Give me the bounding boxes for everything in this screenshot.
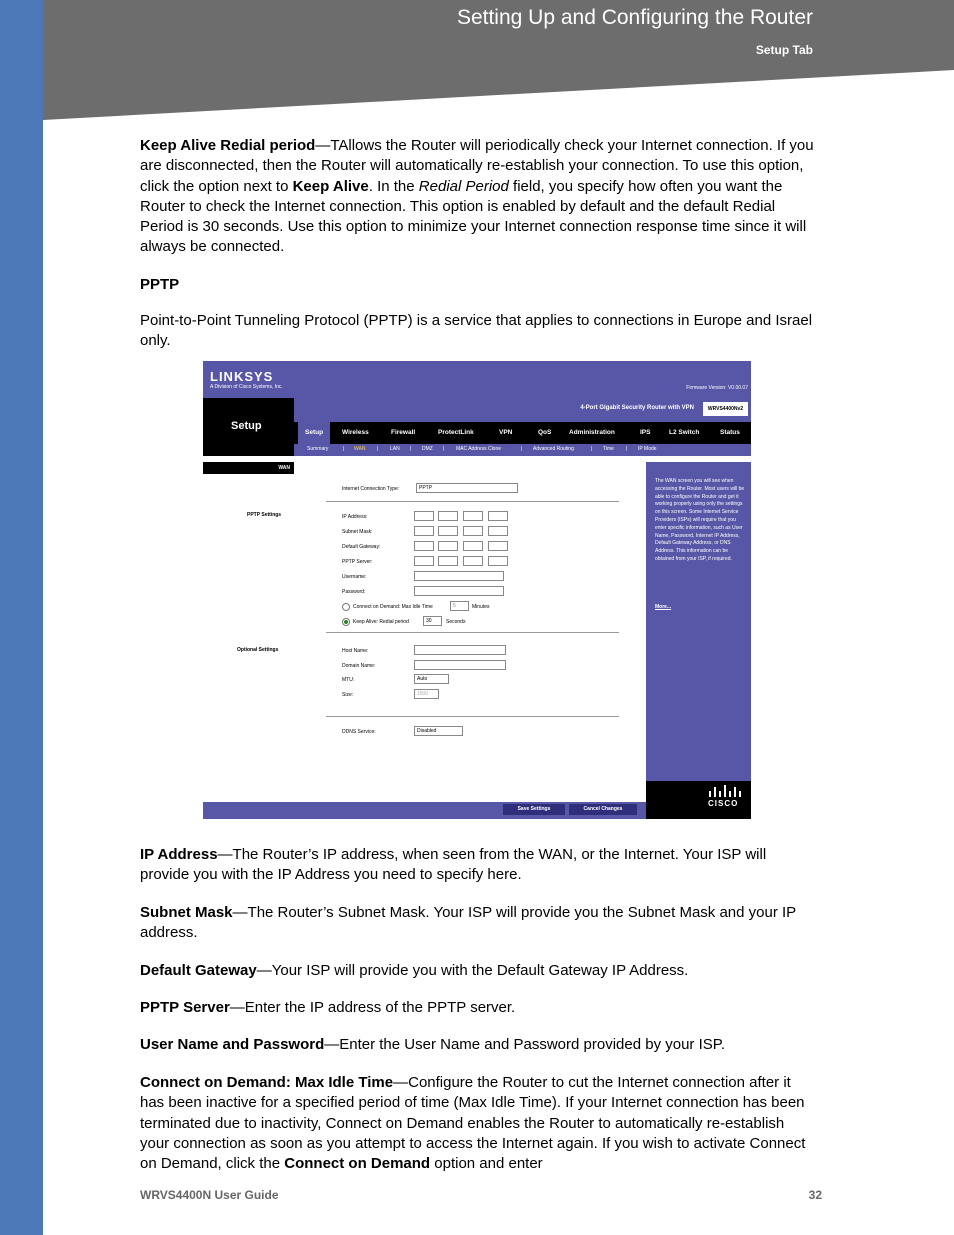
tab-vpn[interactable]: VPN (499, 429, 513, 436)
size-label: Size: (342, 692, 354, 698)
tab-firewall[interactable]: Firewall (391, 429, 416, 436)
cisco-logo-bars-icon (708, 785, 748, 797)
left-color-bar (0, 0, 43, 1235)
redial-period-input[interactable]: 30 (423, 616, 442, 626)
pptp-server-label: PPTP Server: (342, 559, 373, 565)
optional-settings-label: Optional Settings (237, 647, 279, 653)
help-more-link[interactable]: More... (655, 604, 672, 610)
ddns-label: DDNS Service: (342, 729, 376, 735)
ip-octet-4[interactable] (488, 511, 508, 521)
conn-type-select[interactable]: PPTP (416, 483, 518, 493)
subnav-separator: | (591, 446, 593, 452)
form-divider (326, 501, 619, 502)
linksys-topbar (203, 361, 751, 398)
ip-address-text: —The Router’s IP address, when seen from the WAN, or the Internet. Your ISP will provide you with the IP Address you need to specify here. (140, 846, 767, 884)
keep-alive-text-3: field, you specify how often you want the Router to check the Internet connection. This option is enabled by default and the default Redial Period is 30 seconds. Use this option to minimize your Internet connection response time since it will always be connected. (140, 177, 807, 256)
pptp-settings-label: PPTP Settings (247, 512, 282, 518)
server-octet-2[interactable] (438, 556, 458, 566)
cod-text-2: option and enter (430, 1155, 543, 1173)
tab-administration[interactable]: Administration (569, 429, 615, 436)
subtab-mac-clone[interactable]: MAC Address Clone (456, 446, 502, 452)
idle-time-input[interactable]: 5 (450, 601, 469, 611)
default-gateway-paragraph (140, 961, 816, 981)
host-name-input[interactable] (414, 645, 506, 655)
tab-protectlink[interactable]: ProtectLink (438, 429, 474, 436)
mtu-label: MTU: (342, 677, 355, 683)
save-settings-button[interactable]: Save Settings (503, 804, 565, 815)
pptp-server-paragraph (140, 998, 816, 1018)
wan-label: WAN (278, 465, 290, 471)
mask-octet-4[interactable] (488, 526, 508, 536)
redial-period-italic: Redial Period (418, 177, 509, 195)
domain-name-label: Domain Name: (342, 663, 376, 669)
product-name: 4-Port Gigabit Security Router with VPN (580, 405, 694, 411)
ip-octet-3[interactable] (463, 511, 483, 521)
tab-status[interactable]: Status (720, 429, 740, 436)
cod-term: Connect on Demand: Max Idle Time (140, 1074, 394, 1091)
ip-octet-2[interactable] (438, 511, 458, 521)
keep-alive-text-2: . In the (368, 177, 419, 195)
minutes-label: Minutes (472, 604, 490, 610)
linksys-logo-sub: A Division of Cisco Systems, Inc. (210, 384, 283, 390)
subnav-separator: | (521, 446, 523, 452)
subnav-separator: | (410, 446, 412, 452)
password-input[interactable] (414, 586, 504, 596)
subnav-separator: | (343, 446, 345, 452)
gw-octet-3[interactable] (463, 541, 483, 551)
username-label: Username: (342, 574, 367, 580)
subtab-time[interactable]: Time (603, 446, 614, 452)
subnav-separator: | (377, 446, 379, 452)
default-gateway-term: Default Gateway (140, 962, 257, 979)
pptp-server-text: —Enter the IP address of the PPTP server. (229, 999, 516, 1016)
subnet-mask-label: Subnet Mask: (342, 529, 373, 535)
page-header-subtitle: Setup Tab (755, 43, 813, 57)
subnav-separator: | (443, 446, 445, 452)
gw-octet-4[interactable] (488, 541, 508, 551)
footer-guide-title: WRVS4400N User Guide (140, 1188, 279, 1202)
model-badge: WRVS4400Nv2 (703, 402, 748, 416)
keep-alive-text: —TAllows the Router will periodically check your Internet connection. If you are disconnected, then the Router will automatically re-establish your connection. To use this option, click the option next to (140, 137, 814, 195)
ip-address-label: IP Address: (342, 514, 368, 520)
pptp-server-term: PPTP Server (140, 999, 230, 1016)
keep-alive-bold: Keep Alive (292, 177, 369, 195)
form-divider (326, 632, 619, 633)
subnet-mask-term: Subnet Mask (140, 904, 233, 921)
conn-type-label: Internet Connection Type: (342, 486, 400, 492)
tab-wireless[interactable]: Wireless (342, 429, 369, 436)
subtab-summary[interactable]: Summary (307, 446, 329, 452)
firmware-version: Firmware Version: V0.00.07 (686, 385, 748, 391)
ip-address-term: IP Address (140, 846, 218, 863)
mtu-select[interactable]: Auto (414, 674, 449, 684)
user-pass-term: User Name and Password (140, 1036, 325, 1053)
pptp-heading: PPTP (140, 276, 180, 293)
user-pass-text: —Enter the User Name and Password provided by your ISP. (324, 1036, 726, 1053)
cod-text: —Configure the Router to cut the Internet connection after it has been inactive for a specified period of time (Max Idle Time). If your Internet connection has been terminated due to inactivity, Connect on Demand enables the Router to automatically re-establish your connection as soon as you attempt to access the Internet again. If you wish to activate Connect on Demand, click the (140, 1074, 806, 1173)
ddns-select[interactable]: Disabled (414, 726, 463, 736)
keep-alive-label: Keep Alive: Redial period (353, 619, 409, 625)
server-octet-4[interactable] (488, 556, 508, 566)
subnav-separator: | (626, 446, 628, 452)
subnet-mask-paragraph (140, 903, 816, 944)
cod-radio[interactable] (342, 603, 350, 611)
mask-octet-1[interactable] (414, 526, 434, 536)
tab-setup[interactable]: Setup (305, 429, 324, 436)
cod-bold: Connect on Demand (284, 1155, 431, 1173)
mask-octet-2[interactable] (438, 526, 458, 536)
connect-on-demand-paragraph (140, 1073, 816, 1174)
linksys-logo: LINKSYS (210, 369, 274, 384)
server-octet-1[interactable] (414, 556, 434, 566)
router-wan-screenshot (203, 361, 751, 819)
cod-label: Connect on Demand: Max Idle Time (353, 604, 433, 610)
footer-page-number: 32 (808, 1188, 822, 1202)
cisco-wordmark: CISCO (708, 799, 739, 808)
gw-octet-1[interactable] (414, 541, 434, 551)
password-label: Password: (342, 589, 366, 595)
subtab-wan[interactable]: WAN (354, 446, 366, 452)
subtab-ip-mode[interactable]: IP Mode (638, 446, 657, 452)
host-name-label: Host Name: (342, 648, 369, 654)
tab-ips[interactable]: IPS (640, 429, 651, 436)
tab-qos[interactable]: QoS (538, 429, 552, 436)
server-octet-3[interactable] (463, 556, 483, 566)
domain-name-input[interactable] (414, 660, 506, 670)
tab-l2-switch[interactable]: L2 Switch (669, 429, 700, 436)
keep-alive-paragraph (140, 136, 816, 258)
keep-alive-radio[interactable] (342, 618, 350, 626)
default-gateway-label: Default Gateway: (342, 544, 381, 550)
gw-octet-2[interactable] (438, 541, 458, 551)
subnet-mask-text: —The Router’s Subnet Mask. Your ISP will provide you the Subnet Mask and your IP address. (140, 904, 796, 942)
username-input[interactable] (414, 571, 504, 581)
seconds-label: Seconds (446, 619, 466, 625)
user-pass-paragraph (140, 1035, 816, 1055)
setup-label: Setup (231, 420, 262, 432)
ip-address-paragraph (140, 845, 816, 886)
form-divider (326, 716, 619, 717)
ip-octet-1[interactable] (414, 511, 434, 521)
page-header-title: Setting Up and Configuring the Router (456, 6, 813, 29)
pptp-intro: Point-to-Point Tunneling Protocol (PPTP) is a service that applies to connections in Europe and Israel only. (140, 312, 813, 350)
subtab-lan[interactable]: LAN (390, 446, 400, 452)
help-text: The WAN screen you will see when accessing the Router. Most users will be able to configure the Router and get it working properly using only the settings on this screen. Some Internet Service Providers (ISPs) will require that you enter specific information, such as User Name, Password, Internet IP Address, Default Gateway Address, or DNS Address. This information can be obtained from your ISP, if required. (655, 478, 745, 562)
default-gateway-text: —Your ISP will provide you with the Default Gateway IP Address. (256, 962, 689, 979)
subtab-dmz[interactable]: DMZ (422, 446, 433, 452)
subtab-advanced-routing[interactable]: Advanced Routing (533, 446, 574, 452)
keep-alive-term: Keep Alive Redial period (140, 137, 316, 154)
size-input[interactable]: 1500 (414, 689, 439, 699)
cancel-changes-button[interactable]: Cancel Changes (569, 804, 637, 815)
mask-octet-3[interactable] (463, 526, 483, 536)
